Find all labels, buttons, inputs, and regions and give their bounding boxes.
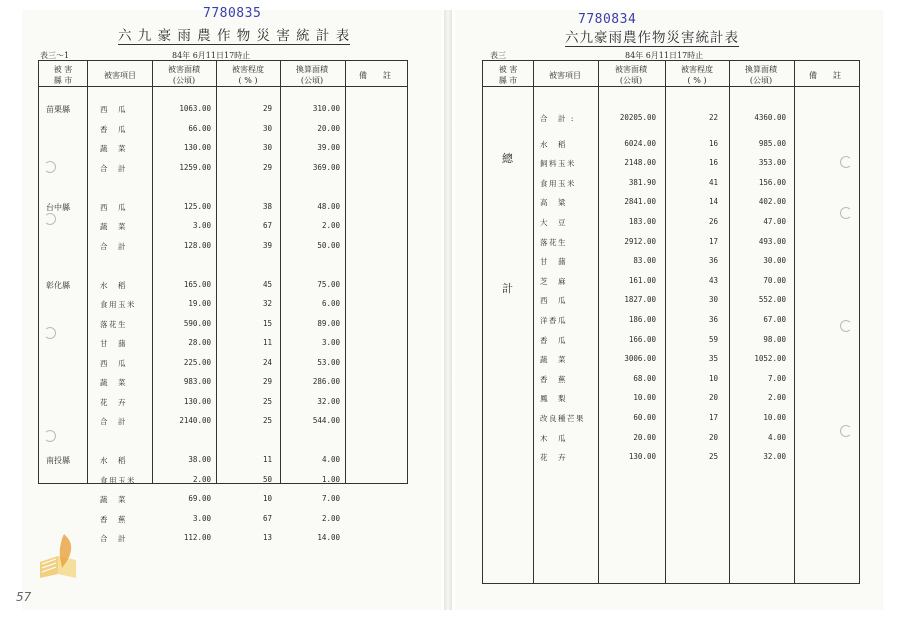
right-degree-value: 30 <box>708 295 718 305</box>
right-degree-value: 22 <box>708 113 718 122</box>
left-crop-item: 食用玉米 <box>100 475 136 485</box>
left-crop-item: 蔬 菜 <box>100 495 127 504</box>
left-title: 六 九 豪 雨 農 作 物 災 害 統 計 表 <box>118 28 351 44</box>
left-converted-value: 4.00 <box>321 455 340 464</box>
left-table <box>38 60 408 484</box>
right-area-value: 186.00 <box>628 315 656 324</box>
right-converted-value: 7.00 <box>767 373 786 383</box>
right-degree-value: 26 <box>708 217 718 226</box>
left-degree-value: 25 <box>262 416 272 425</box>
right-crop-item: 大 豆 <box>540 218 567 227</box>
left-degree-value: 67 <box>262 513 272 523</box>
left-converted-value: 75.00 <box>317 279 340 289</box>
left-area-value: 165.00 <box>183 279 211 289</box>
left-degree-value: 32 <box>262 299 272 308</box>
left-converted-value: 53.00 <box>317 357 340 367</box>
left-converted-value: 6.00 <box>321 299 340 308</box>
left-datetime: 84年 6月11日17時止 <box>172 51 251 60</box>
right-degree-value: 20 <box>708 432 718 442</box>
left-area-value: 66.00 <box>188 123 211 133</box>
right-crop-item: 木 瓜 <box>540 433 567 443</box>
left-area-value: 225.00 <box>183 357 211 367</box>
right-degree-value: 35 <box>708 354 718 364</box>
right-table-number: 表三 <box>490 51 506 60</box>
left-crop-item: 合 計 <box>100 534 127 543</box>
right-crop-item: 蔬 菜 <box>540 355 567 365</box>
right-area-value: 161.00 <box>628 275 656 285</box>
right-stamp-number: 7780834 <box>578 12 637 27</box>
punch-hole-mark <box>840 207 852 219</box>
right-converted-value: 353.00 <box>758 158 786 168</box>
right-converted-value: 2.00 <box>767 393 786 403</box>
right-crop-item: 改良種芒果 <box>540 414 585 423</box>
punch-hole-mark <box>44 161 56 173</box>
right-crop-item: 食用玉米 <box>540 178 576 188</box>
right-degree-value: 25 <box>708 452 718 462</box>
left-crop-item: 香 瓜 <box>100 124 127 134</box>
left-crop-item: 蔬 菜 <box>100 378 127 387</box>
right-area-value: 68.00 <box>633 373 656 383</box>
left-area-value: 2.00 <box>192 474 211 484</box>
right-area-value: 2148.00 <box>624 158 656 168</box>
right-title: 六九豪雨農作物災害統計表 <box>565 30 739 46</box>
right-crop-item: 鳳 梨 <box>540 394 567 404</box>
right-degree-value: 36 <box>708 256 718 266</box>
right-degree-value: 16 <box>708 138 718 148</box>
right-datetime: 84年 6月11日17時止 <box>625 51 704 60</box>
left-converted-value: 14.00 <box>317 533 340 542</box>
right-header-item: 被害項目 <box>549 71 581 80</box>
right-degree-value: 16 <box>708 158 718 168</box>
right-area-value: 166.00 <box>628 334 656 344</box>
right-total-label-top: 總 <box>502 152 513 165</box>
punch-hole-mark <box>44 430 56 442</box>
left-area-value: 69.00 <box>188 494 211 503</box>
left-area-value: 128.00 <box>183 240 211 250</box>
left-converted-value: 7.00 <box>321 494 340 503</box>
archive-logo-icon <box>34 528 86 580</box>
left-degree-value: 11 <box>262 455 272 464</box>
left-degree-value: 11 <box>262 338 272 347</box>
right-converted-value: 10.00 <box>763 413 786 422</box>
right-converted-value: 402.00 <box>758 197 786 207</box>
right-area-value: 20.00 <box>633 432 656 442</box>
right-converted-value: 552.00 <box>758 295 786 305</box>
left-header-item: 被害項目 <box>104 71 136 80</box>
left-converted-value: 2.00 <box>321 221 340 230</box>
right-crop-item: 西 瓜 <box>540 296 567 306</box>
left-crop-item: 食用玉米 <box>100 300 136 309</box>
left-header-area: 被害面積 (公頃) <box>168 65 200 85</box>
right-crop-item: 飼料玉米 <box>540 159 576 169</box>
left-degree-value: 29 <box>262 104 272 113</box>
left-converted-value: 310.00 <box>312 104 340 113</box>
right-header-remark: 備 註 <box>809 71 841 80</box>
left-converted-value: 369.00 <box>312 162 340 172</box>
left-table-number: 表三～1 <box>40 51 70 60</box>
right-crop-item: 高 粱 <box>540 198 567 208</box>
left-area-value: 983.00 <box>183 377 211 386</box>
right-header-county: 被 害 縣 市 <box>498 65 518 85</box>
right-area-value: 20205.00 <box>619 113 656 122</box>
punch-hole-mark <box>840 425 852 437</box>
left-area-value: 38.00 <box>188 455 211 464</box>
left-area-value: 1063.00 <box>179 104 211 113</box>
right-area-value: 130.00 <box>628 452 656 462</box>
left-crop-item: 合 計 <box>100 241 127 251</box>
left-crop-item: 水 稻 <box>100 456 127 465</box>
left-converted-value: 286.00 <box>312 377 340 386</box>
right-converted-value: 32.00 <box>763 452 786 462</box>
left-area-value: 112.00 <box>183 533 211 542</box>
left-crop-item: 西 瓜 <box>100 105 127 114</box>
left-header-converted: 換算面積 (公頃) <box>296 65 328 85</box>
left-header-degree: 被害程度 ( % ) <box>232 65 264 85</box>
right-converted-value: 47.00 <box>763 217 786 226</box>
right-crop-item: 落花生 <box>540 237 567 247</box>
left-converted-value: 544.00 <box>312 416 340 425</box>
left-degree-value: 30 <box>262 123 272 133</box>
right-header-area: 被害面積 (公頃) <box>615 65 647 85</box>
right-degree-value: 17 <box>708 236 718 246</box>
left-degree-value: 25 <box>262 396 272 406</box>
right-converted-value: 493.00 <box>758 236 786 246</box>
left-crop-item: 花 卉 <box>100 397 127 407</box>
left-area-value: 590.00 <box>183 318 211 328</box>
right-crop-item: 洋香瓜 <box>540 316 567 325</box>
right-converted-value: 985.00 <box>758 138 786 148</box>
left-county-name: 台中縣 <box>46 202 70 212</box>
left-crop-item: 蔬 菜 <box>100 222 127 231</box>
right-converted-value: 30.00 <box>763 256 786 266</box>
left-degree-value: 10 <box>262 494 272 503</box>
right-converted-value: 1052.00 <box>754 354 786 364</box>
right-converted-value: 98.00 <box>763 334 786 344</box>
right-converted-value: 156.00 <box>758 177 786 187</box>
left-header-county: 被 害 縣 市 <box>53 65 73 85</box>
right-area-value: 381.90 <box>628 177 656 187</box>
right-degree-value: 59 <box>708 334 718 344</box>
right-header-degree: 被害程度 ( % ) <box>681 65 713 85</box>
left-degree-value: 39 <box>262 240 272 250</box>
left-crop-item: 落花生 <box>100 319 127 329</box>
left-degree-value: 45 <box>262 279 272 289</box>
right-converted-value: 4.00 <box>767 432 786 442</box>
page-fold <box>444 10 452 610</box>
left-degree-value: 13 <box>262 533 272 542</box>
right-crop-item: 水 稻 <box>540 139 567 149</box>
left-crop-item: 香 蕉 <box>100 514 127 524</box>
left-crop-item: 西 瓜 <box>100 358 127 368</box>
left-converted-value: 3.00 <box>321 338 340 347</box>
right-area-value: 2912.00 <box>624 236 656 246</box>
right-header-converted: 換算面積 (公頃) <box>745 65 777 85</box>
right-area-value: 10.00 <box>633 393 656 403</box>
right-degree-value: 10 <box>708 373 718 383</box>
left-crop-item: 蔬 菜 <box>100 144 127 153</box>
left-area-value: 130.00 <box>183 396 211 406</box>
left-converted-value: 89.00 <box>317 318 340 328</box>
right-crop-item: 香 瓜 <box>540 335 567 345</box>
right-converted-value: 4360.00 <box>754 113 786 122</box>
left-county-name: 苗栗縣 <box>46 105 70 114</box>
punch-hole-mark <box>840 156 852 168</box>
left-area-value: 130.00 <box>183 143 211 152</box>
left-crop-item: 水 稻 <box>100 280 127 290</box>
right-area-value: 60.00 <box>633 413 656 422</box>
left-crop-item: 合 計 <box>100 163 127 173</box>
left-converted-value: 48.00 <box>317 201 340 211</box>
right-crop-item: 香 蕉 <box>540 374 567 384</box>
right-converted-value: 70.00 <box>763 275 786 285</box>
right-area-value: 3006.00 <box>624 354 656 364</box>
left-degree-value: 50 <box>262 474 272 484</box>
punch-hole-mark <box>44 213 56 225</box>
right-table <box>482 60 860 584</box>
handwritten-page-mark: 57 <box>16 590 32 604</box>
right-crop-item: 甘 藷 <box>540 257 567 267</box>
punch-hole-mark <box>840 320 852 332</box>
left-degree-value: 30 <box>262 143 272 152</box>
left-degree-value: 24 <box>262 357 272 367</box>
right-crop-item: 花 卉 <box>540 453 567 463</box>
left-area-value: 19.00 <box>188 299 211 308</box>
left-converted-value: 39.00 <box>317 143 340 152</box>
right-degree-value: 14 <box>708 197 718 207</box>
right-area-value: 6024.00 <box>624 138 656 148</box>
left-area-value: 125.00 <box>183 201 211 211</box>
right-degree-value: 17 <box>708 413 718 422</box>
left-crop-item: 合 計 <box>100 417 127 426</box>
right-degree-value: 20 <box>708 393 718 403</box>
left-header-remark: 備 註 <box>359 71 391 80</box>
left-converted-value: 50.00 <box>317 240 340 250</box>
punch-hole-mark <box>44 327 56 339</box>
left-converted-value: 20.00 <box>317 123 340 133</box>
left-stamp-number: 7780835 <box>203 6 262 21</box>
right-area-value: 83.00 <box>633 256 656 266</box>
right-degree-value: 41 <box>708 177 718 187</box>
left-converted-value: 32.00 <box>317 396 340 406</box>
left-degree-value: 15 <box>262 318 272 328</box>
left-degree-value: 29 <box>262 162 272 172</box>
right-degree-value: 36 <box>708 315 718 324</box>
right-degree-value: 43 <box>708 275 718 285</box>
right-converted-value: 67.00 <box>763 315 786 324</box>
left-converted-value: 2.00 <box>321 513 340 523</box>
left-degree-value: 67 <box>262 221 272 230</box>
left-area-value: 3.00 <box>192 221 211 230</box>
left-area-value: 1259.00 <box>179 162 211 172</box>
left-county-name: 彰化縣 <box>46 280 70 290</box>
left-county-name: 南投縣 <box>46 456 70 465</box>
right-area-value: 1827.00 <box>624 295 656 305</box>
left-converted-value: 1.00 <box>321 474 340 484</box>
left-crop-item: 甘 藷 <box>100 339 127 348</box>
right-crop-item: 芝 麻 <box>540 276 567 286</box>
left-degree-value: 29 <box>262 377 272 386</box>
left-degree-value: 38 <box>262 201 272 211</box>
right-area-value: 2841.00 <box>624 197 656 207</box>
left-area-value: 28.00 <box>188 338 211 347</box>
right-crop-item: 合 計 : <box>540 114 575 123</box>
right-area-value: 183.00 <box>628 217 656 226</box>
right-total-label-bottom: 計 <box>502 282 513 295</box>
left-area-value: 3.00 <box>192 513 211 523</box>
left-crop-item: 西 瓜 <box>100 202 127 212</box>
left-area-value: 2140.00 <box>179 416 211 425</box>
